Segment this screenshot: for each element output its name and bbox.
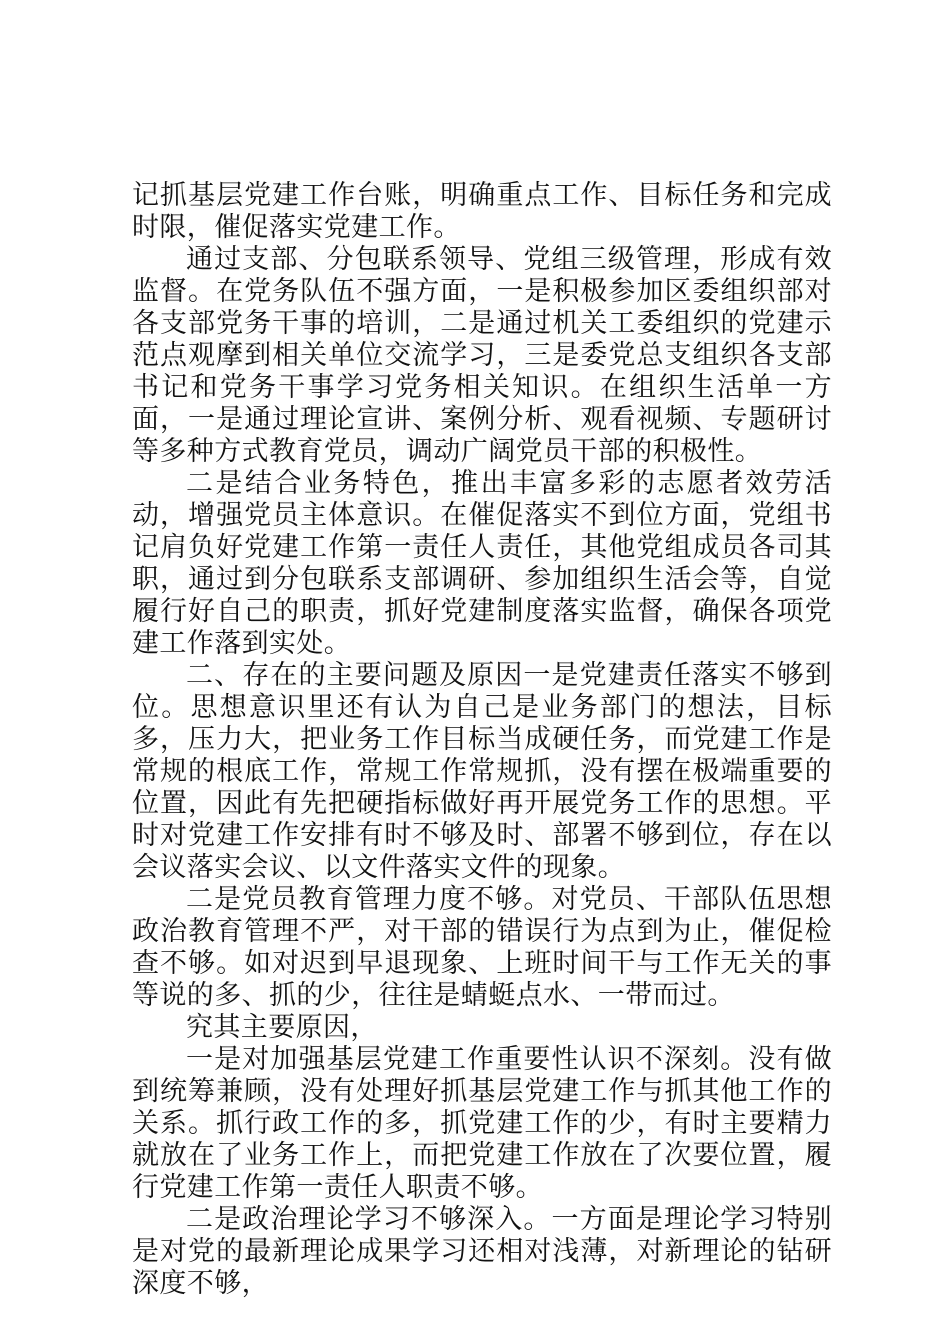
paragraph-4: 二、存在的主要问题及原因一是党建责任落实不够到位。思想意识里还有认为自己是业务部门的想法，目标多，压力大，把业务工作目标当成硬任务，而党建工作是常规的根底工作，常规工作常规抓，没有摆在极端重要的位置，因此有先把硬指标做好再开展党务工作的思想。平时对党建工作安排有时不够及时、部署不够到位，存在以会议落实会议、以文件落实文件的现象。 xyxy=(132,660,832,883)
paragraph-3: 二是结合业务特色，推出丰富多彩的志愿者效劳活动，增强党员主体意识。在催促落实不到位方面，党组书记肩负好党建工作第一责任人责任，其他党组成员各司其职，通过到分包联系支部调研、参加组织生活会等，自觉履行好自己的职责，抓好党建制度落实监督，确保各项党建工作落到实处。 xyxy=(132,468,832,659)
paragraph-2: 通过支部、分包联系领导、党组三级管理，形成有效监督。在党务队伍不强方面，一是积极参加区委组织部对各支部党务干事的培训，二是通过机关工委组织的党建示范点观摩到相关单位交流学习，三是委党总支组织各支部书记和党务干事学习党务相关知识。在组织生活单一方面，一是通过理论宣讲、案例分析、观看视频、专题研讨等多种方式教育党员，调动广阔党员干部的积极性。 xyxy=(132,244,832,467)
paragraph-8: 二是政治理论学习不够深入。一方面是理论学习特别是对党的最新理论成果学习还相对浅薄，对新理论的钻研深度不够， xyxy=(132,1204,832,1299)
paragraph-7: 一是对加强基层党建工作重要性认识不深刻。没有做到统筹兼顾，没有处理好抓基层党建工作与抓其他工作的关系。抓行政工作的多，抓党建工作的少，有时主要精力就放在了业务工作上，而把党建工作放在了次要位置，履行党建工作第一责任人职责不够。 xyxy=(132,1044,832,1203)
paragraph-5: 二是党员教育管理力度不够。对党员、干部队伍思想政治教育管理不严，对干部的错误行为点到为止，催促检查不够。如对迟到早退现象、上班时间干与工作无关的事等说的多、抓的少，往往是蜻蜓点水、一带而过。 xyxy=(132,884,832,1011)
paragraph-6: 究其主要原因， xyxy=(186,1012,378,1043)
document-body xyxy=(132,180,832,1300)
paragraph-1: 记抓基层党建工作台账，明确重点工作、目标任务和完成时限，催促落实党建工作。 xyxy=(132,180,832,243)
